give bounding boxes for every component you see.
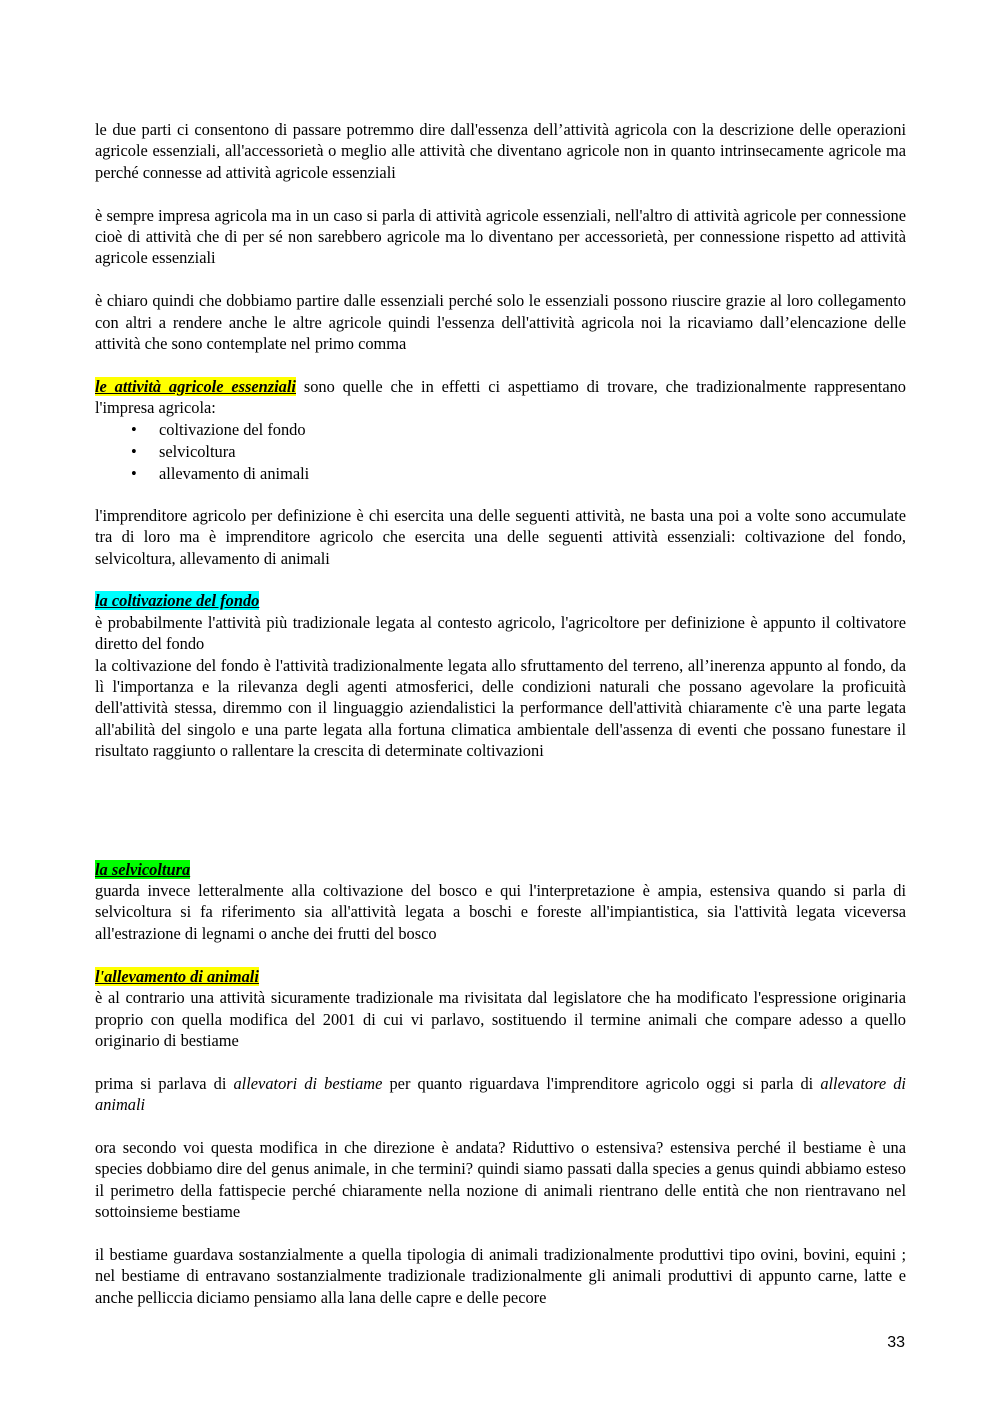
heading-allevamento [95,966,906,987]
list-item: • selvicoltura [95,441,906,463]
paragraph-intro: le due parti ci consentono di passare potremmo dire dall'essenza dell’attività agricola con la descrizione delle operazioni agricole essenziali, all'accessorietà o meglio alle attività che diventano agricole non in quanto intrinsecamente agricole ma perché connesse ad attività agricole essenziali [95,120,906,182]
paragraph-imprenditore-agricolo: l'imprenditore agricolo per definizione è chi esercita una delle seguenti attività, ne basta una poi a volte sono accumulate tra di loro ma è imprenditore agricolo che esercita una delle seguenti attività essenziali: coltivazione del fondo, selvicoltura, allevamento di animali [95,505,906,568]
activities-list [95,419,906,486]
heading-coltivazione [95,590,906,611]
paragraph-coltivazione-2: la coltivazione del fondo è l'attività tradizionalmente legata allo sfruttamento del terreno, all’inerenza appunto al fondo, da lì l'importanza e la rilevanza degli agenti atmosferici, delle condizioni naturali che possano agevolare la proficuità dell'attività stessa, diremmo con il linguaggio aziendalistici la performance dell'attività chiaramente c'è una parte legata all'abilità del singolo e una parte legata alla fortuna climatica ambientale dell'assenza di eventi che possano funestare il risultato raggiunto o rallentare la crescita di determinate coltivazioni [95,655,906,761]
heading-allevamento-label: l'allevamento di animali [95,966,259,986]
paragraph-impresa-agricola: è sempre impresa agricola ma in un caso si parla di attività agricole essenziali, nell'altro di attività agricole per connessione cioè di attività che di per sé non sarebbero agricole ma lo diventano per accessorietà, per connessione rispetto ad attività agricole essenziali [95,205,906,268]
heading-selvicoltura-label: la selvicoltura [95,859,191,879]
paragraph-allevatori-text-1: prima si parlava di [95,1073,234,1093]
paragraph-coltivazione-1: è probabilmente l'attività più tradizionale legata al contesto agricolo, l'agricoltore per definizione è appunto il coltivatore diretto del fondo [95,612,906,654]
heading-selvicoltura [95,859,906,880]
heading-coltivazione-label: la coltivazione del fondo [95,591,260,611]
italic-allevatori-bestiame: allevatori di bestiame [233,1073,383,1093]
list-item: • coltivazione del fondo [95,419,906,441]
paragraph-essenziali: è chiaro quindi che dobbiamo partire dalle essenziali perché solo le essenziali possono riuscire grazie al loro collegamento con altri a rendere anche le altre agricole quindi l'essenza dell'attività agricola noi la ricaviamo dall’elencazione delle attività che sono contemplate nel primo comma [95,291,906,354]
paragraph-allevatori-text-2: per quanto riguardava l'imprenditore agricolo oggi si parla di [382,1073,821,1093]
paragraph-attivita-essenziali-text: sono quelle che in effetti ci aspettiamo di trovare, che tradizionalmente rappresentano l'impresa agricola: [95,376,907,418]
italic-allevatore-animali: allevatore di animali [95,1073,906,1115]
paragraph-attivita-essenziali [95,376,906,419]
paragraph-species-genus: ora secondo voi questa modifica in che direzione è andata? Riduttivo o estensiva? estensiva perché il bestiame è una species dobbiamo dire del genus animale, in che termini? quindi siamo passati dalla species a genus quindi abbiamo esteso il perimetro della fattispecie perché chiaramente nella nozione di animali rientrano delle entità che non rientravano nel sottoinsieme bestiame [95,1137,906,1222]
paragraph-allevamento: è al contrario una attività sicuramente tradizionale ma rivisitata dal legislatore che ha modificato l'espressione originaria proprio con quella modifica del 2001 di cui vi parlavo, sostituendo il termine animali che compare adesso a quello originario di bestiame [95,988,906,1050]
paragraph-bestiame: il bestiame guardava sostanzialmente a quella tipologia di animali tradizionalmente produttivi tipo ovini, bovini, equini ; nel bestiame di entravano sostanzialmente tradizionale tradizionalmente gli animali produttivi di appunto carne, latte e anche pelliccia diciamo pensiamo alla lana delle capre e delle pecore [95,1244,906,1307]
page-number: 33 [887,1334,905,1351]
paragraph-selvicoltura: guarda invece letteralmente alla coltivazione del bosco e qui l'interpretazione è ampia, estensiva quando si parla di selvicoltura si fa riferimento sia all'attività legata a boschi e foreste all'impiantistica, sia l'attività legata viceversa all'estrazione di legnami o anche dei frutti del bosco [95,881,906,943]
list-item: • allevamento di animali [95,463,906,485]
heading-attivita-essenziali: le attività agricole essenziali [95,376,296,396]
document-body [95,119,906,1308]
paragraph-allevatori [95,1073,906,1116]
